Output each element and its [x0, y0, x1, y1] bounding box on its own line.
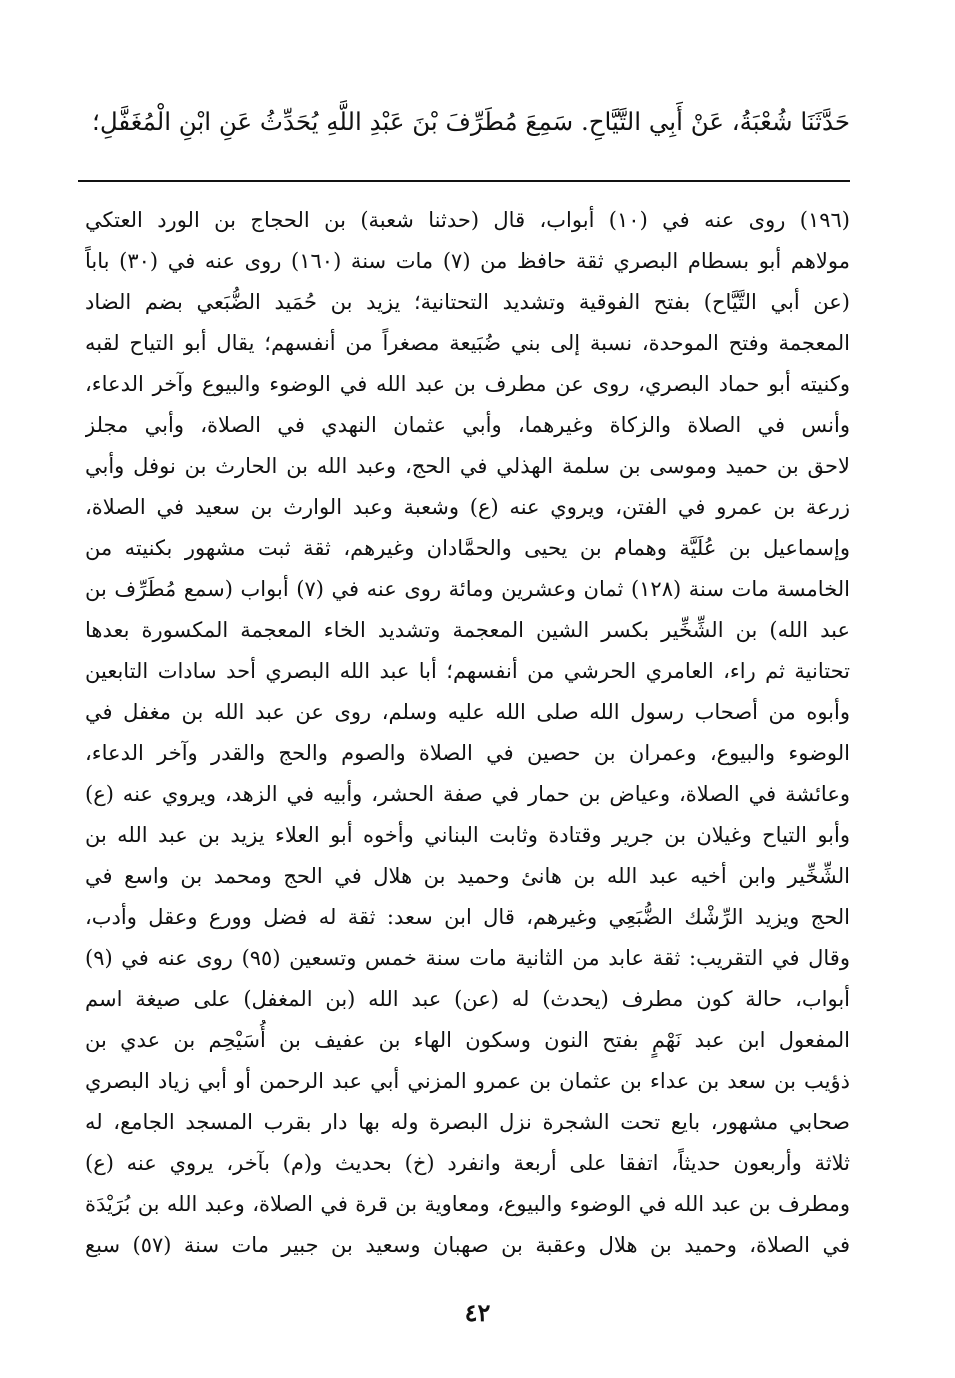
- commentary-line: وقال في التقريب: ثقة عابد من الثانية مات سنة خمس وتسعين (٩٥) روى عنه في (٩): [85, 946, 850, 970]
- hadith-text: حَدَّثَنَا شُعْبَةُ، عَنْ أَبِي التَّيَّاحِ. سَمِعَ مُطَرِّفَ بْنَ عَبْدِ اللَّهِ يُحَدِّثُ عَنِ ابْنِ الْمُغَفَّلِ؛: [92, 107, 850, 136]
- commentary-line: زرعة بن عمرو في الفتن، ويروي عنه (ع) وشعبة وعبد الوارث بن سعيد في الصلاة،: [85, 495, 850, 519]
- commentary-line: ومطرف بن عبد الله في الوضوء والبيوع، ومعاوية بن قرة في الصلاة، وعبد الله بن بُرَيْدَة: [85, 1192, 850, 1216]
- commentary-line: الشِّخِّير وابن أخيه عبد الله بن هانئ وحميد بن هلال في الحج ومحمد بن واسع في: [85, 864, 850, 888]
- commentary-line: ثلاثة وأربعون حديثاً، اتفقا على أربعة وانفرد (خ) بحديث و(م) بآخر، يروي عنه (ع): [85, 1151, 850, 1175]
- commentary-line: وإسماعيل بن عُلَيَّة وهمام بن يحيى والحمَّادان وغيرهم، ثقة ثبت مشهور بكنيته من: [85, 536, 850, 560]
- commentary-line: المفعول ابن عبد نَهْمٍ بفتح النون وسكون الهاء بن عفيف بن أُسَيْحِم بن عدي بن: [85, 1028, 850, 1052]
- commentary-line: وأنس في الصلاة والزكاة وغيرهما، وأبي عثمان النهدي في الصلاة، وأبي مجلز: [85, 413, 850, 437]
- commentary-line: الحج ويزيد الرِّشْك الضُّبَعِي وغيرهم، قال ابن سعد: ثقة له فضل وورع وعقل وأدب،: [85, 905, 850, 929]
- commentary-line: أبواب، حالة كون مطرف (يحدث) له (عن) عبد الله (بن المغفل) على صيغة اسم: [85, 987, 850, 1011]
- commentary-line: الخامسة مات سنة (١٢٨) ثمان وعشرين ومائة روى عنه في (٧) أبواب (سمع مُطَرِّف بن: [85, 577, 850, 601]
- commentary-line: وكنيته أبو حماد البصري، روى عن مطرف بن عبد الله في الوضوء والبيوع وآخر الدعاء،: [85, 372, 850, 396]
- footnote-separator: [78, 180, 850, 182]
- commentary-line: لاحق بن حميد وموسى بن سلمة الهذلي في الحج، وعبد الله بن الحارث بن نوفل وأبي: [85, 454, 850, 478]
- commentary-line: صحابي مشهور، بايع تحت الشجرة نزل البصرة وله بها دار بقرب المسجد الجامع، له: [85, 1110, 850, 1134]
- commentary-line: (عن أبي التَّيَّاح) بفتح الفوقية وتشديد التحتانية؛ يزيد بن حُمَيد الضُّبَعي بضم الضاد: [85, 290, 850, 314]
- commentary-block: [85, 200, 850, 1266]
- commentary-line: مولاهم أبو بسطام البصري ثقة حافظ من (٧) مات سنة (١٦٠) روى عنه في (٣٠) باباً: [85, 249, 850, 273]
- commentary-line: وعائشة في الصلاة، وعياض بن حمار في صفة الحشر، وأبيه في الزهد، ويروي عنه (ع): [85, 782, 850, 806]
- commentary-line: (١٩٦) روى عنه في (١٠) أبواب، قال (حدثنا شعبة) بن الحجاج بن الورد العتكي: [85, 208, 850, 232]
- commentary-line: عبد الله) بن الشِّخِّير بكسر الشين المعجمة وتشديد الخاء المعجمة المكسورة بعدها: [85, 618, 850, 642]
- commentary-line: المعجمة وفتح الموحدة، نسبة إلى بني ضُبَيعة مصغراً من أنفسهم؛ يقال أبو التياح لقبه: [85, 331, 850, 355]
- page-number: ٤٢: [464, 1298, 491, 1327]
- commentary-line: وأبوه من أصحاب رسول الله صلى الله عليه وسلم، روى عن عبد الله بن مغفل في: [85, 700, 850, 724]
- commentary-line: في الصلاة، وحميد بن هلال وعقبة بن صهبان وسعيد بن جبير مات سنة (٥٧) سبع: [85, 1233, 850, 1257]
- commentary-line: تحتانية ثم راء، العامري الحرشي من أنفسهم؛ أبا عبد الله البصري أحد سادات التابعين: [85, 659, 850, 683]
- commentary-line: ذؤيب بن سعد بن عداء بن عثمان بن عمرو المزني أبي عبد الرحمن أو أبي زياد البصري: [85, 1069, 850, 1093]
- commentary-line: وأبو التياح وغيلان بن جرير وقتادة وثابت البناني وأخوه أبو العلاء يزيد بن عبد الله بن: [85, 823, 850, 847]
- commentary-line: الوضوء والبيوع، وعمران بن حصين في الصلاة والصوم والحج والقدر وآخر الدعاء،: [85, 741, 850, 765]
